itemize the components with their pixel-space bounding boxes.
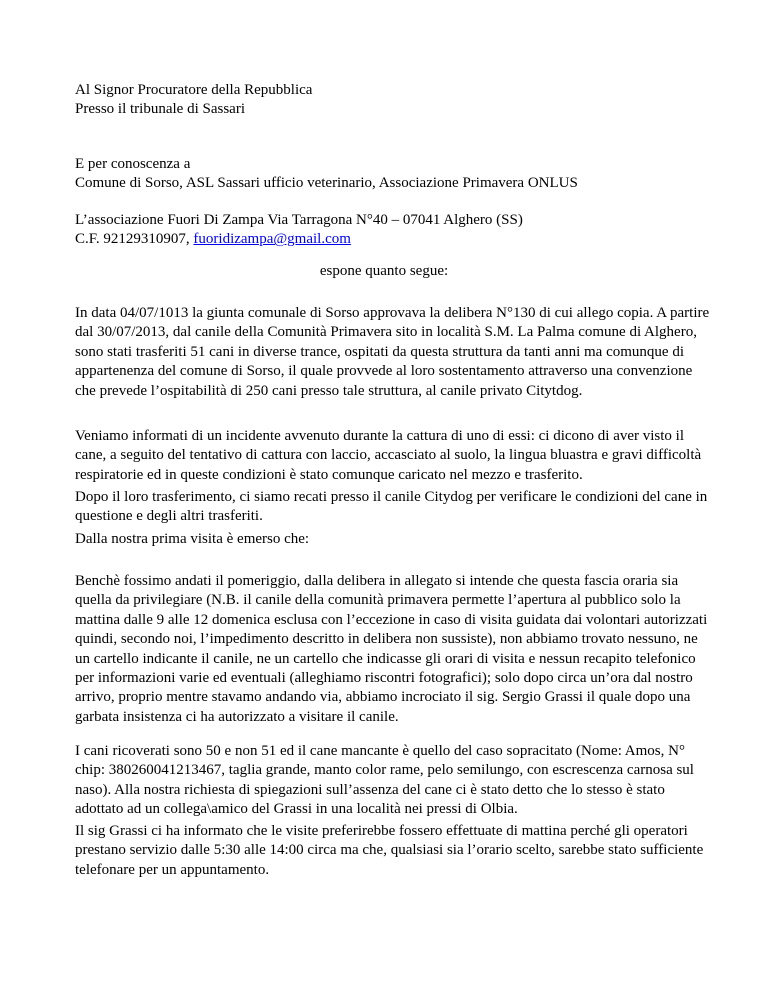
cc-line-2: Comune di Sorso, ASL Sassari ufficio veterinario, Associazione Primavera ONLUS	[75, 175, 578, 192]
recipient-block	[75, 81, 715, 120]
section-heading: espone quanto segue:	[319, 263, 449, 279]
paragraph-1: In data 04/07/1013 la giunta comunale di Sorso approvava la delibera N°130 di cui allego copia. A partire dal 30/07/2013, dal canile della Comunità Primavera sito in località S.M. La Palma comune di Alghero, sono stati trasferiti 51 cani in diverse trance, ospitati da questa struttura da tanti anni ma comunque di appartenenza del comune di Sorso, il quale provvede al loro sostentamento attraverso una convenzione che prevede l’ospitabilità di 250 cani presso tale struttura, al canile privato Citytdog.	[75, 305, 710, 399]
paragraph-4: Dalla nostra prima visita è emerso che:	[75, 531, 310, 547]
sender-email-link[interactable]: fuoridizampa@gmail.com	[193, 231, 351, 248]
sender-line-2	[75, 230, 715, 249]
paragraph-2: Veniamo informati di un incidente avvenuto durante la cattura di uno di essi: ci dicono di aver visto il cane, a seguito del tentativo di cattura con laccio, accasciato al suolo, la lingua bluastra e gravi difficoltà respiratorie ed in queste condizioni è stato comunque caricato nel mezzo e trasferito.	[75, 428, 702, 483]
sender-tax-code: C.F. 92129310907,	[75, 231, 194, 248]
recipient-line-1: Al Signor Procuratore della Repubblica	[75, 82, 313, 98]
recipient-line-2: Presso il tribunale di Sassari	[75, 101, 245, 118]
paragraph-5: Benchè fossimo andati il pomeriggio, dalla delibera in allegato si intende che questa fascia oraria sia quella da privilegiare (N.B. il canile della comunità primavera permette l’apertura al pubblico solo la mattina dalle 9 alle 12 domenica esclusa con l’eccezione in caso di visita guidata dai volontari autorizzati quindi, secondo noi, l’impedimento descritto in delibera non sussiste), non abbiamo trovato nessuno, ne un cartello indicante il canile, ne un cartello che indicasse gli orari di visita e nessun recapito telefonico per informazioni varie ed eventuali (alleghiamo riscontri fotografici); solo dopo circa un’ora dal nostro arrivo, proprio mentre stavamo andando via, abbiamo incrociato il sig. Sergio Grassi il quale dopo una garbata insistenza ci ha autorizzato a visitare il canile.	[75, 573, 708, 725]
sender-line-1: L’associazione Fuori Di Zampa Via Tarragona N°40 – 07041 Alghero (SS)	[75, 212, 523, 228]
paragraph-3: Dopo il loro trasferimento, ci siamo recati presso il canile Citydog per verificare le condizioni del cane in questione e degli altri trasferiti.	[75, 489, 708, 525]
sender-block	[75, 211, 715, 250]
paragraph-7: Il sig Grassi ci ha informato che le visite preferirebbe fossero effettuate di mattina perché gli operatori prestano servizio dalle 5:30 alle 14:00 circa ma che, qualsiasi sia l’orario scelto, sarebbe stato sufficiente telefonare per un appuntamento.	[75, 823, 704, 878]
cc-line-1: E per conoscenza a	[75, 156, 191, 172]
cc-block	[75, 155, 715, 194]
paragraph-6: I cani ricoverati sono 50 e non 51 ed il cane mancante è quello del caso sopracitato (Nome: Amos, N° chip: 380260041213467, taglia grande, manto color rame, pelo semilungo, con escrescenza carnosa sul naso). Alla nostra richiesta di spiegazioni sull’assenza del cane ci è stato detto che lo stesso è stato adottato ad un collega\amico del Grassi in una località nei pressi di Olbia.	[75, 743, 694, 818]
